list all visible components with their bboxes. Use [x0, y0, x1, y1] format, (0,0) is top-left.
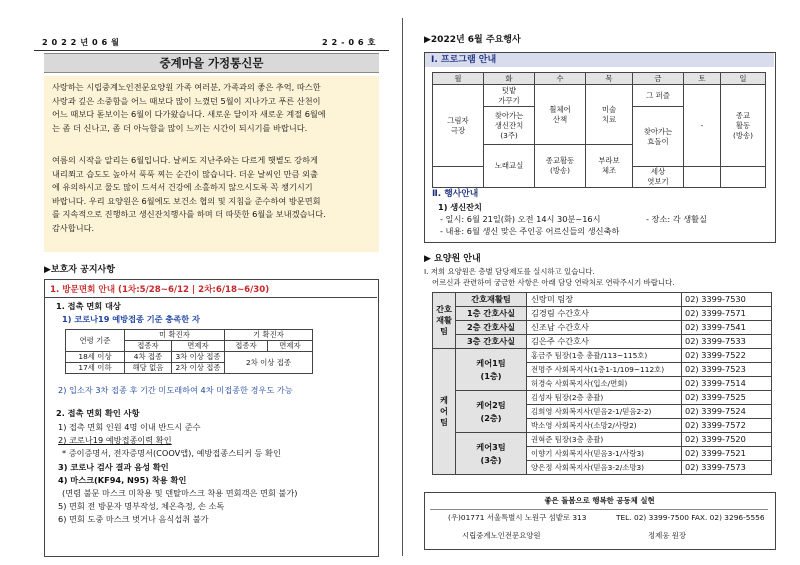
check-item: 4) 마스크(KF94, N95) 착용 확인 — [58, 474, 187, 485]
care-team-name: 케어2팀 (2층) — [456, 391, 527, 433]
intro-line: 사랑과 깊은 소중함을 어느 때보다 많이 느꼈던 5월이 지나가고 푸른 산천이 — [52, 95, 321, 106]
intro-line: 내리쬐고 습도도 높아서 푹푹 찌는 순간이 많습니다. 더운 날씨인 만큼 외출 — [52, 168, 318, 179]
intro-line: 에 유의하시고 물도 많이 드셔서 건강에 소홀하지 않으시도록 꼭 챙기시기 — [52, 182, 313, 192]
birthday-place: - 장소: 각 생활실 — [646, 214, 707, 224]
intro-line: 여름의 시작을 알리는 6월입니다. 날씨도 지난주와는 다르게 햇볕도 강하게 — [52, 155, 318, 165]
confirmed-rule-cell: 2차 이상 접종 — [225, 352, 313, 374]
intro-line: 바랍니다. 우리 요양원은 6월에도 보건소 협의 및 지침을 준수하여 방문면회 — [52, 195, 321, 206]
birthday-title: 1) 생신잔치 — [438, 202, 482, 212]
staff-tel: 02) 3399-7522 — [682, 349, 772, 363]
day-header-tue: 화 — [484, 73, 535, 85]
intro-line: 사랑하는 시립중계노인전문요양원 가족 여러분, 가족과의 좋은 추억, 따스한 — [52, 82, 321, 92]
title-top-rule — [34, 50, 389, 51]
check-item: 3) 코로나 검사 결과 음성 확인 — [58, 461, 169, 472]
day-header-sat: 토 — [684, 73, 721, 85]
staff-tel: 02) 3399-7541 — [682, 321, 772, 335]
age-cell: 18세 이상 — [66, 352, 125, 363]
footer-slogan: 좋은 돌봄으로 행복한 공동체 실현 — [544, 496, 655, 505]
footer-rule — [430, 509, 768, 510]
birthday-content: - 내용: 6월 생신 맞은 주인공 어르신들의 생신축하 — [440, 226, 620, 236]
unconfirmed-header: 미 확진자 — [125, 330, 225, 341]
staff-tel: 02) 3399-7571 — [682, 307, 772, 321]
staff-name: 신랑미 팀장 — [527, 293, 682, 307]
program-wed: 종교활동 (방송) — [535, 145, 586, 188]
intro-line: 는 좀 더 신나고, 좀 더 아늑함을 많이 느끼는 시간이 되시기를 바랍니다. — [52, 122, 308, 133]
column-divider — [402, 18, 403, 556]
check-item: * 증이증명서, 전자증명서(COOV앱), 예방접종스티커 등 확인 — [62, 448, 281, 459]
vaccinee-rule-cell: 해당 없음 — [125, 363, 172, 374]
care-team-label: 케 어 팀 — [433, 349, 456, 475]
staff-name: 홍금주 팀장(1층 총괄/113~115호) — [527, 349, 682, 363]
exempt-rule-cell: 2차 이상 접종 — [172, 363, 225, 374]
staff-name: 양은정 사회복지사(믿음3-2/소망3) — [527, 461, 682, 475]
staff-tel: 02) 3399-7572 — [682, 419, 772, 433]
staff-note-1: Ⅰ. 저희 요양원은 층별 담당제도를 실시하고 있습니다. — [424, 267, 595, 276]
program-thu: 미술 치료 — [586, 85, 633, 145]
second-criterion: 2) 입소자 3차 접종 후 기간 미도래하여 4차 미접종한 경우도 가능 — [58, 385, 293, 395]
staff-name: 전명주 사회복지사(1층1-1/109~112호) — [527, 363, 682, 377]
staff-name: 권혁준 팀장(3층 총괄) — [527, 433, 682, 447]
intro-line: 를 지속적으로 진행하고 생신잔치행사를 하며 더 따뜻한 6월을 보내겠습니다. — [52, 209, 326, 219]
program-mon: 그림자 극장 — [433, 85, 484, 167]
program-wed: 휠체어 산책 — [535, 85, 586, 145]
day-header-fri: 금 — [633, 73, 684, 85]
staff-tel: 02) 3399-7525 — [682, 391, 772, 405]
staff-note-2: 어르신과 관련하여 궁금한 사항은 아래 담당 연락처로 연락주시기 바랍니다. — [432, 278, 675, 287]
program-fri: 찾아가는 효돌이 — [633, 107, 684, 167]
check-item: 2) 코로나19 예방접종이력 확인 — [58, 435, 172, 446]
day-header-thu: 목 — [586, 73, 633, 85]
exempt-header: 면제자 — [268, 341, 313, 352]
footer-director: 정제웅 원장 — [648, 531, 687, 540]
program-sun-empty — [721, 167, 766, 188]
staff-role: 간호재활팀 — [456, 293, 527, 307]
program-tue: 찾아가는 생신잔치 (3주) — [484, 107, 535, 145]
program-fri: 세상 엿보기 — [633, 167, 684, 188]
staff-role: 1층 간호사실 — [456, 307, 527, 321]
staff-role: 2층 간호사실 — [456, 321, 527, 335]
program-table — [432, 72, 766, 188]
issue-date: 2 0 2 2 년 0 6 월 — [42, 37, 120, 47]
staff-name: 이향기 사회복지사(믿음3-1/사랑3) — [527, 447, 682, 461]
day-header-wed: 수 — [535, 73, 586, 85]
intro-line: 감사합니다. — [52, 222, 95, 233]
exempt-rule-cell: 3차 이상 접종 — [172, 352, 225, 363]
staff-name: 김은주 수간호사 — [527, 335, 682, 349]
check-item: 5) 면회 전 방문자 명부작성, 체온측정, 손 소독 — [58, 501, 225, 512]
care-team-name: 케어3팀 (3층) — [456, 433, 527, 475]
check-items-heading: 2. 접촉 면회 확인 사항 — [56, 408, 140, 418]
staff-tel: 02) 3399-7514 — [682, 377, 772, 391]
staff-tel: 02) 3399-7533 — [682, 335, 772, 349]
vaccinee-header: 접종자 — [125, 341, 172, 352]
check-items-list — [58, 421, 297, 527]
nursing-team-label: 간호 재활 팀 — [433, 293, 456, 349]
exempt-header: 면제자 — [172, 341, 225, 352]
program-mon-empty — [433, 167, 484, 188]
program-sat: - — [684, 85, 721, 167]
visit-title-underline — [44, 297, 377, 298]
age-column-header: 연령 기준 — [66, 330, 125, 352]
event-info-title: Ⅱ. 행사안내 — [432, 189, 479, 199]
care-team-name: 케어1팀 (1층) — [456, 349, 527, 391]
newsletter-title: 중계마을 가정통신문 — [44, 53, 379, 73]
staff-name: 김희영 사회복지사(믿음2-1/믿음2-2) — [527, 405, 682, 419]
program-sun: 종교 활동 (방송) — [721, 85, 766, 167]
staff-name: 신조남 수간호사 — [527, 321, 682, 335]
intro-paragraph-1 — [52, 81, 326, 135]
staff-heading: ▶ 요양원 안내 — [424, 254, 481, 264]
staff-name: 허경숙 사회복지사(입소/면회) — [527, 377, 682, 391]
vaccine-criterion: 1) 코로나19 예방접종 기준 충족한 자 — [62, 314, 200, 324]
day-header-sun: 일 — [721, 73, 766, 85]
footer-organization: 시립중계노인전문요양원 — [462, 531, 541, 540]
visit-schedule-title: 1. 방문면회 안내 (1차:5/28~6/12 | 2차:6/18~6/30) — [50, 285, 270, 295]
guardian-notice-heading: ▶보호자 공지사항 — [44, 265, 115, 275]
day-header-mon: 월 — [433, 73, 484, 85]
intro-paragraph-2 — [52, 154, 326, 235]
program-guide-title: Ⅰ. 프로그램 안내 — [425, 53, 774, 67]
vaccinee-rule-cell: 4차 접종 — [125, 352, 172, 363]
staff-tel: 02) 3399-7521 — [682, 447, 772, 461]
issue-number: 2 2 - 0 6 호 — [322, 37, 376, 47]
staff-tel: 02) 3399-7520 — [682, 433, 772, 447]
footer-tel-fax: TEL. 02) 3399-7500 FAX. 02) 3296-5556 — [616, 513, 765, 522]
vaccinee-header: 접종자 — [225, 341, 268, 352]
intro-line: 어느 때보다 돋보이는 6월이 다가왔습니다. 새로운 달이자 새로운 계절 6월에 — [52, 109, 326, 119]
check-item: 6) 면회 도중 마스크 벗거나 음식섭취 불가 — [58, 514, 209, 525]
contact-targets-heading: 1. 접촉 면회 대상 — [56, 301, 121, 311]
staff-directory-table — [432, 292, 772, 475]
staff-name: 김성자 팀장(2층 총괄) — [527, 391, 682, 405]
program-thu: 부라보 체조 — [586, 145, 633, 188]
staff-role: 3층 간호사실 — [456, 335, 527, 349]
staff-name: 박소영 사회복지사(소망2/사랑2) — [527, 419, 682, 433]
program-fri: 그 퍼즐 — [633, 85, 684, 107]
staff-name: 김경림 수간호사 — [527, 307, 682, 321]
staff-tel: 02) 3399-7530 — [682, 293, 772, 307]
confirmed-header: 기 확진자 — [225, 330, 313, 341]
check-item: (면렴 불문 마스크 미착용 및 덴탈마스크 착용 면회객은 면회 불가) — [62, 488, 298, 499]
vaccination-table — [65, 329, 313, 374]
age-cell: 17세 이하 — [66, 363, 125, 374]
program-sat-empty — [684, 167, 721, 188]
check-item: 1) 접촉 면회 인원 4명 이내 반드시 준수 — [58, 422, 201, 432]
program-tue: 노래교실 — [484, 145, 535, 188]
footer-address: (우)01771 서울특별시 노원구 섬밭로 313 — [448, 513, 587, 522]
staff-tel: 02) 3399-7573 — [682, 461, 772, 475]
staff-tel: 02) 3399-7524 — [682, 405, 772, 419]
program-tue: 텃밭 가꾸기 — [484, 85, 535, 107]
staff-tel: 02) 3399-7523 — [682, 363, 772, 377]
events-heading: ▶2022년 6월 주요행사 — [424, 35, 521, 45]
birthday-time: - 일시: 6월 21일(화) 오전 14시 30분~16시 — [440, 214, 601, 224]
